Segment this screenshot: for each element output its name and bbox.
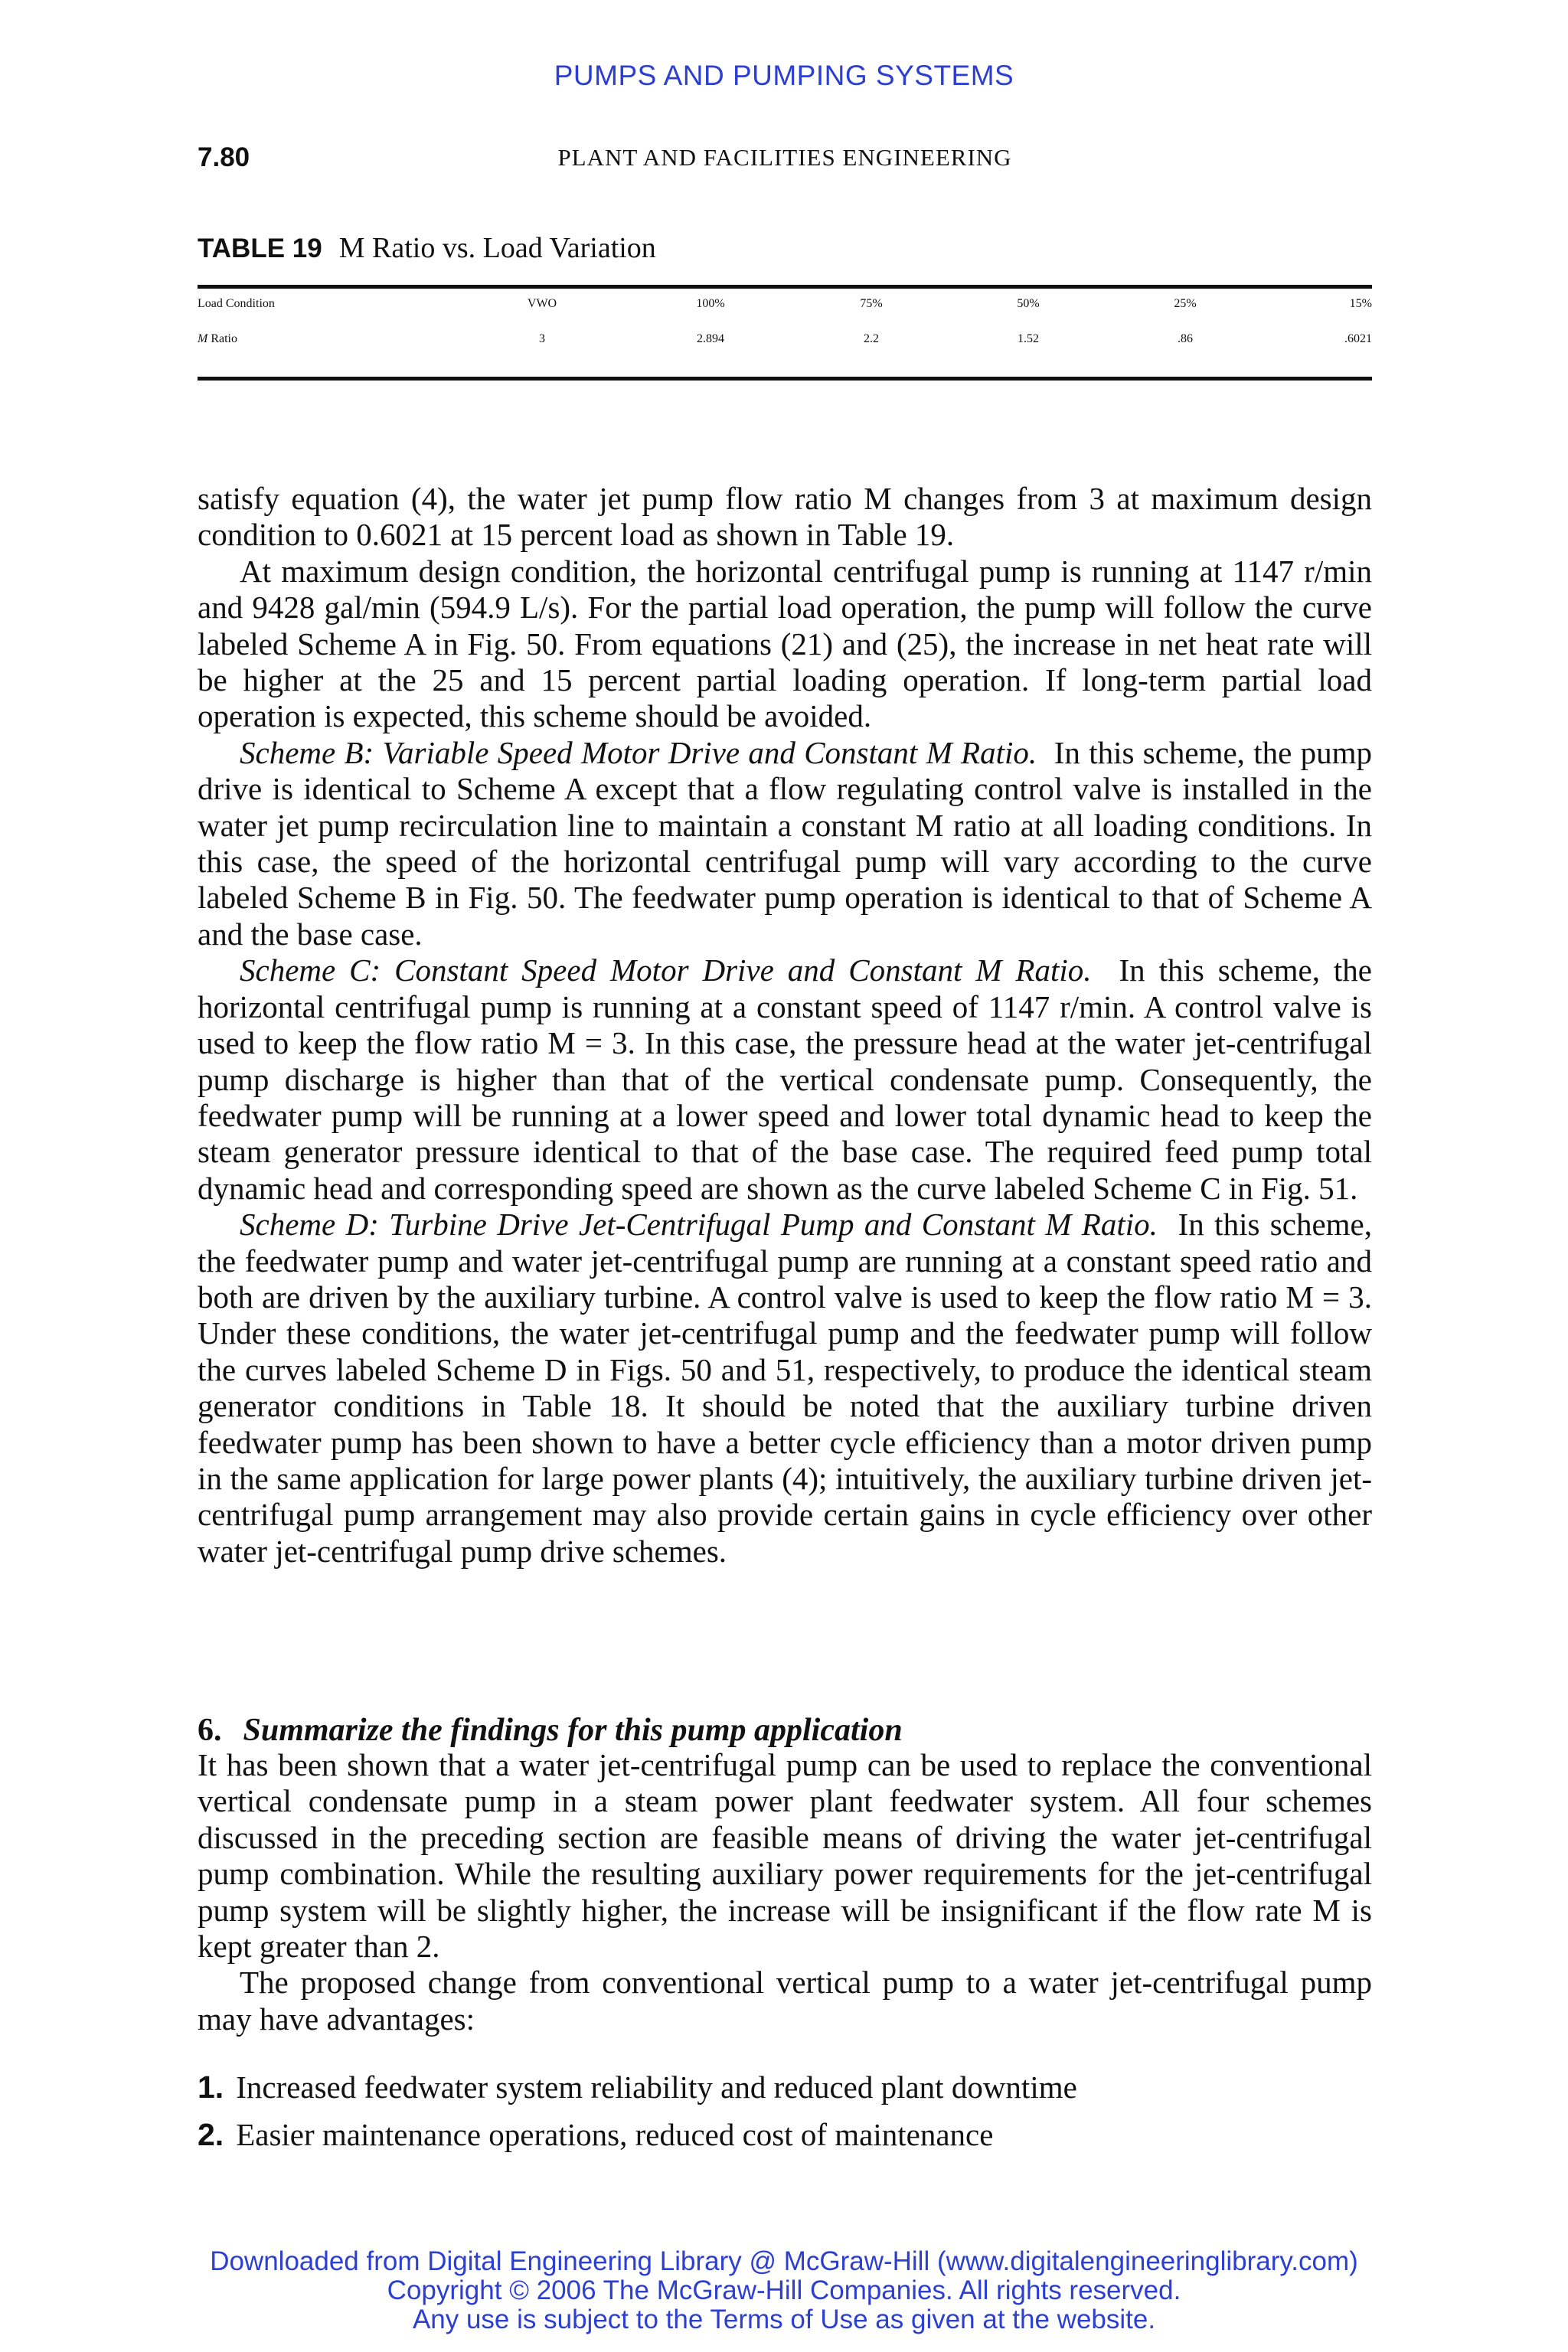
table-cell: .6021 [1344, 332, 1372, 345]
table-cell: 15% [1349, 297, 1372, 310]
scheme-title: Scheme D: Turbine Drive Jet-Centrifugal Pump and Constant M Ratio. [240, 1207, 1158, 1243]
paragraph-scheme-c [198, 952, 1372, 1207]
paragraph-scheme-b [198, 735, 1372, 952]
table-data-row [198, 332, 1372, 368]
table-label: TABLE 19 [198, 234, 322, 263]
footer-terms[interactable]: Any use is subject to the Terms of Use as given at the website. [412, 2305, 1156, 2334]
table-cell: 25% [1174, 297, 1197, 310]
paragraph-scheme-d [198, 1207, 1372, 1570]
scheme-body: In this scheme, the feedwater pump and water jet-centrifugal pump are running at a constant speed ratio and both are driven by the auxiliary turbine. A control valve is used to keep the flow ratio M = 3. Under these conditions, the water jet-centrifugal pump and the feedwater pump will follow the curves labeled Scheme D in Figs. 50 and 51, respectively, to produce the identical steam generator conditions in Table 18. It should be noted that the auxiliary turbine driven feedwater pump has been shown to have a better cycle efficiency than a motor driven pump in the same application for large power plants (4); intuitively, the auxiliary turbine driven jet-centrifugal pump arrangement may also provide certain gains in cycle efficiency over other water jet-centrifugal pump drive schemes. [198, 1207, 1372, 1569]
table-caption [198, 231, 656, 265]
paragraph: satisfy equation (4), the water jet pump flow ratio M changes from 3 at maximum design condition to 0.6021 at 15 percent load as shown in Table 19. [198, 481, 1372, 553]
list-item [198, 2116, 993, 2153]
table-cell: 100% [696, 297, 725, 310]
footer-download-link[interactable]: Downloaded from Digital Engineering Library @ McGraw-Hill (www.digitalengineeringlibrary.com) [210, 2246, 1358, 2276]
section-body [198, 1747, 1372, 2037]
table-cell: Load Condition [198, 297, 275, 310]
scheme-body: In this scheme, the pump drive is identical to Scheme A except that a flow regulating control valve is installed in the water jet pump recirculation line to maintain a constant M ratio at all loading conditions. In this case, the speed of the horizontal centrifugal pump will vary according to the curve labeled Scheme B in Fig. 50. The feedwater pump operation is identical to that of Scheme A and the base case. [198, 734, 1373, 952]
section-number: 6. [198, 1713, 222, 1748]
scheme-title: Scheme C: Constant Speed Motor Drive and Constant M Ratio. [240, 952, 1092, 988]
table-cell: 75% [860, 297, 883, 310]
table-cell: 2.2 [864, 332, 879, 345]
table-top-rule [198, 285, 1372, 289]
paragraph: At maximum design condition, the horizontal centrifugal pump is running at 1147 r/min and 9428 gal/min (594.9 L/s). For the partial load operation, the pump will follow the curve labeled Scheme A in Fig. 50. From equations (21) and (25), the increase in net heat rate will be higher at the 25 and 15 percent partial loading operation. If long-term partial load operation is expected, this scheme should be avoided. [198, 553, 1372, 734]
page-number: 7.80 [198, 142, 250, 172]
section-heading [198, 1712, 903, 1749]
list-number: 2. [198, 2117, 224, 2152]
book-banner: PUMPS AND PUMPING SYSTEMS [554, 60, 1014, 91]
paragraph: It has been shown that a water jet-centrifugal pump can be used to replace the conventional vertical condensate pump in a steam power plant feedwater system. All four schemes discussed in the preceding section are feasible means of driving the water jet-centrifugal pump combination. While the resulting auxiliary power requirements for the jet-centrifugal pump system will be slightly higher, the increase will be insignificant if the flow rate M is kept greater than 2. [198, 1747, 1372, 1965]
section-title: Summarize the findings for this pump application [243, 1713, 903, 1748]
table-caption-text: M Ratio vs. Load Variation [338, 232, 656, 264]
list-number: 1. [198, 2069, 224, 2105]
table-cell: 3 [539, 332, 545, 345]
table-cell: 50% [1017, 297, 1040, 310]
list-text: Increased feedwater system reliability and reduced plant downtime [236, 2069, 1077, 2105]
footer-copyright: Copyright © 2006 The McGraw-Hill Companies. All rights reserved. [387, 2275, 1181, 2305]
table-cell: VWO [527, 297, 557, 310]
list-item [198, 2069, 1077, 2105]
scheme-body: In this scheme, the horizontal centrifugal pump is running at a constant speed of 1147 r/min. A control valve is used to keep the flow ratio M = 3. In this case, the pressure head at the water jet-centrifugal pump discharge is higher than that of the vertical condensate pump. Consequently, the feedwater pump will be running at a lower speed and lower total dynamic head to keep the steam generator pressure identical to that of the base case. The required feed pump total dynamic head and corresponding speed are shown as the curve labeled Scheme C in Fig. 51. [198, 952, 1373, 1206]
table-cell: 2.894 [697, 332, 724, 345]
table-bottom-rule [198, 377, 1372, 381]
paragraph: The proposed change from conventional vertical pump to a water jet-centrifugal pump may have advantages: [198, 1965, 1372, 2037]
scheme-title: Scheme B: Variable Speed Motor Drive and Constant M Ratio. [240, 734, 1037, 770]
table-row-label: M Ratio [198, 332, 237, 345]
running-title: PLANT AND FACILITIES ENGINEERING [557, 144, 1012, 171]
table-header-row [198, 297, 1372, 332]
table-cell: .86 [1178, 332, 1193, 345]
list-text: Easier maintenance operations, reduced cost of maintenance [236, 2117, 994, 2152]
running-head [198, 142, 1372, 181]
table-cell: 1.52 [1018, 332, 1039, 345]
body-text [198, 481, 1372, 1570]
